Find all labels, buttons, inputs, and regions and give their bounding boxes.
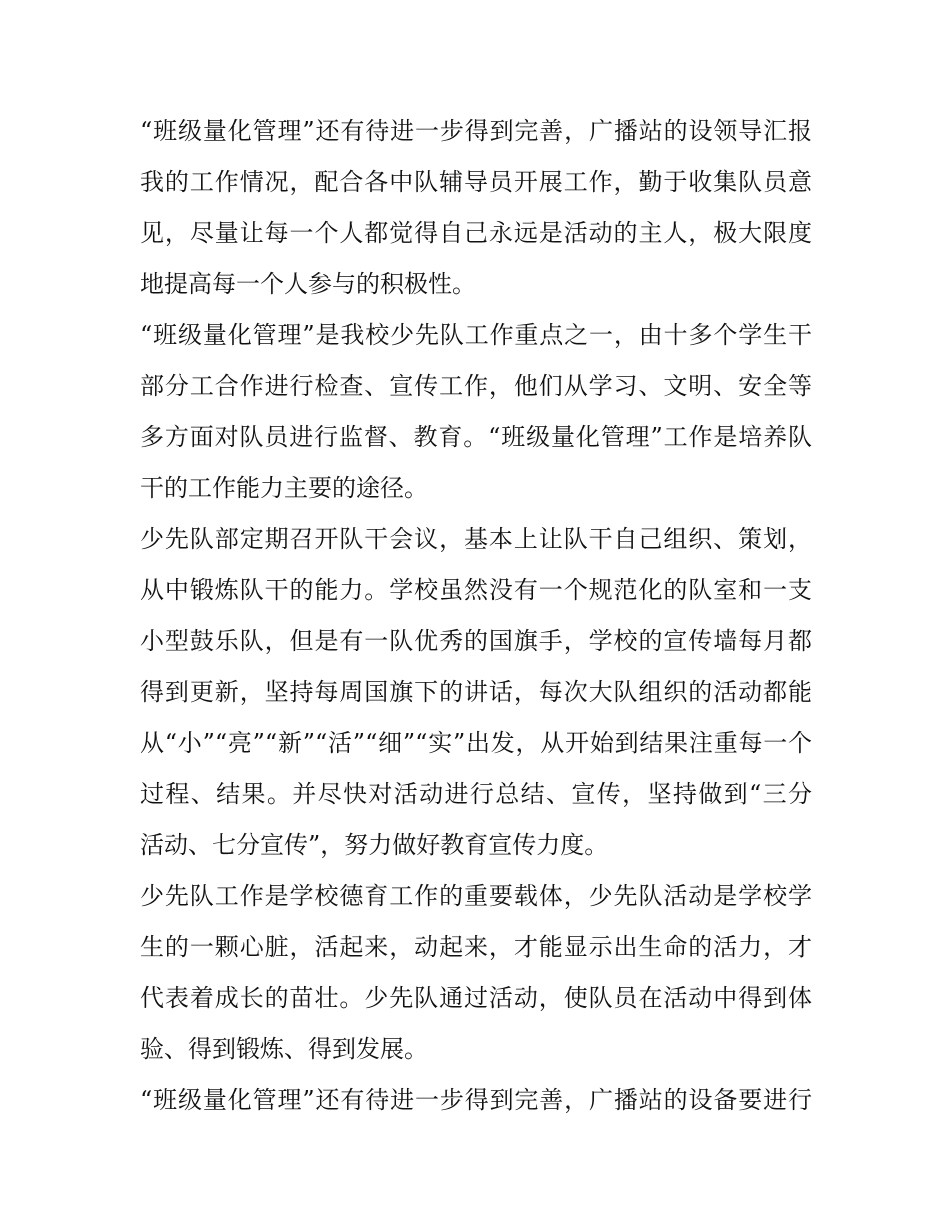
- text-line: 小型鼓乐队，但是有一队优秀的国旗手，学校的宣传墙每月都: [140, 627, 812, 655]
- text-line: 过程、结果。并尽快对活动进行总结、宣传，坚持做到“三分: [140, 780, 812, 808]
- text-line: “班级量化管理”还有待进一步得到完善，广播站的设领导汇报: [140, 117, 812, 145]
- text-line: 活动、七分宣传”，努力做好教育宣传力度。: [140, 831, 609, 859]
- text-line: “班级量化管理”是我校少先队工作重点之一，由十多个学生干: [140, 321, 812, 349]
- text-line: 部分工合作进行检查、宣传工作，他们从学习、文明、安全等: [140, 372, 812, 400]
- paragraph: [140, 310, 812, 514]
- text-line: 生的一颗心脏，活起来，动起来，才能显示出生命的活力，才: [140, 933, 812, 961]
- text-line: 见，尽量让每一个人都觉得自己永远是活动的主人，极大限度: [140, 219, 812, 247]
- paragraph: [140, 514, 812, 871]
- text-line: 多方面对队员进行监督、教育。“班级量化管理”工作是培养队: [140, 423, 812, 451]
- text-line: 少先队部定期召开队干会议，基本上让队干自己组织、策划，: [140, 525, 812, 553]
- text-line: 地提高每一个人参与的积极性。: [140, 270, 476, 298]
- document-body: [140, 106, 812, 1126]
- text-line: 我的工作情况，配合各中队辅导员开展工作，勤于收集队员意: [140, 168, 812, 196]
- text-line: 验、得到锻炼、得到发展。: [140, 1035, 428, 1063]
- paragraph: [140, 106, 812, 310]
- text-line: 干的工作能力主要的途径。: [140, 474, 428, 502]
- text-line: 少先队工作是学校德育工作的重要载体，少先队活动是学校学: [140, 882, 812, 910]
- paragraph: [140, 1075, 812, 1126]
- text-line: 得到更新，坚持每周国旗下的讲话，每次大队组织的活动都能: [140, 678, 812, 706]
- text-line: 从“小”“亮”“新”“活”“细”“实”出发，从开始到结果注重每一个: [140, 729, 812, 757]
- text-line: 代表着成长的苗壮。少先队通过活动，使队员在活动中得到体: [140, 984, 812, 1012]
- text-line: “班级量化管理”还有待进一步得到完善，广播站的设备要进行: [140, 1086, 812, 1114]
- text-line: 从中锻炼队干的能力。学校虽然没有一个规范化的队室和一支: [140, 576, 812, 604]
- paragraph: [140, 871, 812, 1075]
